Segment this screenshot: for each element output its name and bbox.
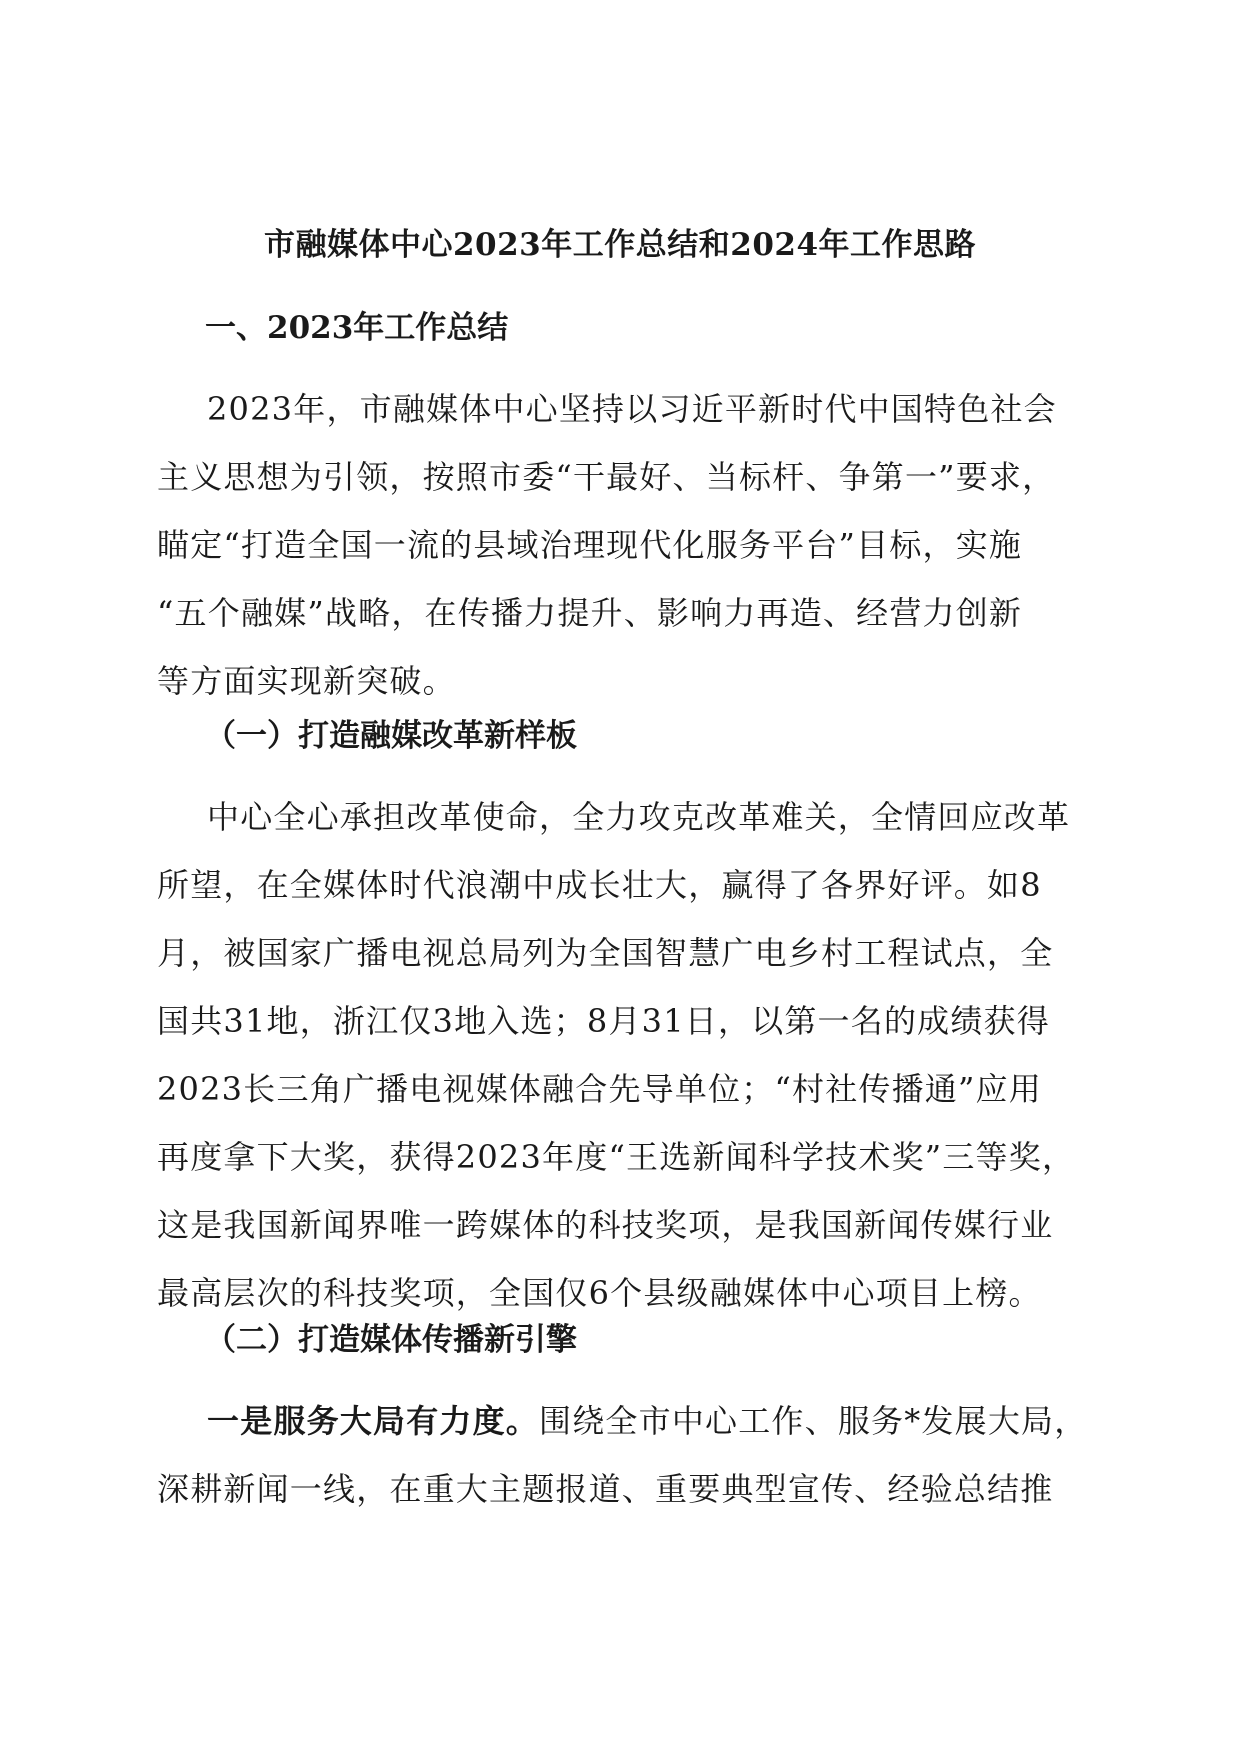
paragraph-line: 2023年，市融媒体中心坚持以习近平新时代中国特色社会 [207, 390, 1057, 428]
paragraph-line: 中心全心承担改革使命，全力攻克改革难关，全情回应改革 [207, 798, 1071, 836]
paragraph-line: 所望，在全媒体时代浪潮中成长壮大，赢得了各界好评。如8 [157, 866, 1042, 904]
paragraph-line: 等方面实现新突破。 [157, 662, 456, 700]
paragraph-line-text: 围绕全市中心工作、服务*发展大局， [539, 1402, 1088, 1440]
intro-paragraph [157, 375, 1092, 715]
paragraph-line: 深耕新闻一线，在重大主题报道、重要典型宣传、经验总结推 [157, 1470, 1054, 1508]
paragraph-line: 最高层次的科技奖项，全国仅6个县级融媒体中心项目上榜。 [157, 1274, 1042, 1312]
paragraph-line: 主义思想为引领，按照市委“干最好、当标杆、争第一”要求， [157, 458, 1056, 496]
paragraph-line [157, 1387, 1092, 1455]
paragraph-line: 月，被国家广播电视总局列为全国智慧广电乡村工程试点，全 [157, 934, 1054, 972]
paragraph-line: “五个融媒”战略，在传播力提升、影响力再造、经营力创新 [157, 594, 1023, 632]
paragraph-lead-phrase: 一是服务大局有力度。 [207, 1402, 540, 1440]
subsection-heading-reform-model: （一）打造融媒改革新样板 [205, 718, 577, 754]
paragraph-line: 再度拿下大奖，获得2023年度“王选新闻科学技术奖”三等奖， [157, 1138, 1076, 1176]
section-heading-work-summary: 一、2023年工作总结 [205, 310, 509, 346]
subsection-heading-media-engine: （二）打造媒体传播新引擎 [205, 1322, 577, 1358]
paragraph-line: 2023长三角广播电视媒体融合先导单位；“村社传播通”应用 [157, 1070, 1042, 1108]
paragraph-line: 国共31地，浙江仅3地入选；8月31日，以第一名的成绩获得 [157, 1002, 1050, 1040]
paragraph-line: 这是我国新闻界唯一跨媒体的科技奖项，是我国新闻传媒行业 [157, 1206, 1054, 1244]
reform-paragraph [157, 783, 1092, 1327]
document-title: 市融媒体中心2023年工作总结和2024年工作思路 [263, 227, 977, 263]
media-engine-paragraph [157, 1387, 1092, 1523]
paragraph-line: 瞄定“打造全国一流的县域治理现代化服务平台”目标，实施 [157, 526, 1023, 564]
